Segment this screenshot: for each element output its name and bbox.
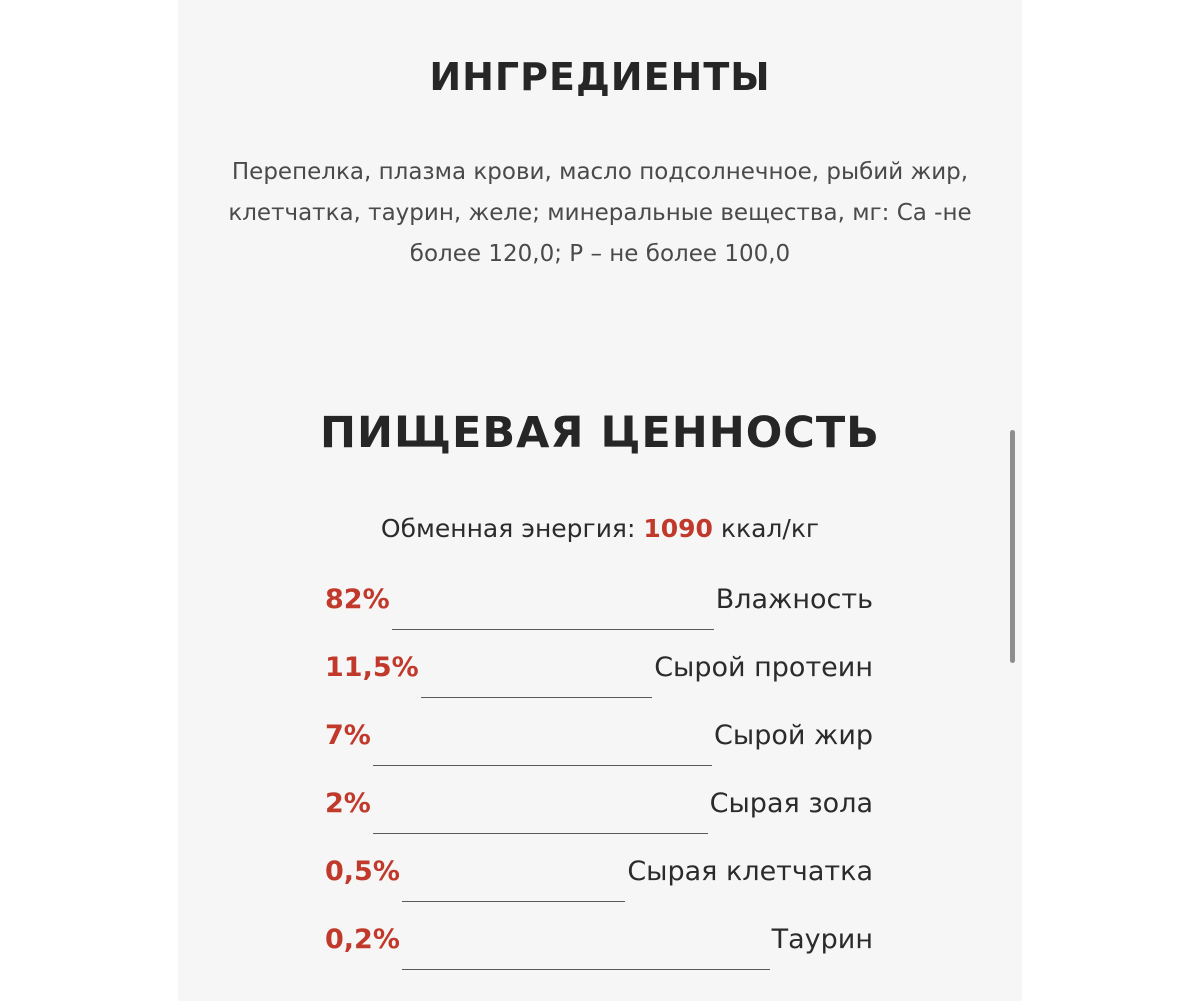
nutrition-row-ash (325, 782, 873, 850)
energy-label: Обменная энергия: (380, 514, 636, 543)
leader-line (421, 696, 653, 698)
nutrition-name: Сырой жир (714, 720, 873, 751)
nutrition-name: Сырая клетчатка (627, 856, 873, 887)
nutrition-list (325, 578, 873, 986)
nutrition-row-protein (325, 646, 873, 714)
leader-line (402, 900, 625, 902)
nutrition-percent: 11,5% (325, 652, 419, 683)
nutrition-name: Влажность (715, 584, 873, 615)
nutrition-name: Таурин (771, 924, 873, 955)
energy-line (178, 509, 1022, 549)
nutrition-name: Сырая зола (709, 788, 873, 819)
nutrition-row-fiber (325, 850, 873, 918)
leader-line (373, 764, 712, 766)
nutrition-percent: 2% (325, 788, 371, 819)
nutrition-row-taurine (325, 918, 873, 986)
nutrition-title: ПИЩЕВАЯ ЦЕННОСТЬ (320, 408, 880, 458)
nutrition-row-moisture (325, 578, 873, 646)
ingredients-title: ИНГРЕДИЕНТЫ (429, 55, 771, 99)
nutrition-percent: 7% (325, 720, 371, 751)
nutrition-percent: 82% (325, 584, 390, 615)
ingredients-text: Перепелка, плазма крови, масло подсолнечное, рыбий жир, клетчатка, таурин, желе; минеральные вещества, мг: Ca -не более 120,0; P – не более 100,0 (228, 159, 972, 267)
nutrition-name: Сырой протеин (654, 652, 873, 683)
nutrition-percent: 0,2% (325, 924, 400, 955)
nutrition-percent: 0,5% (325, 856, 400, 887)
content-panel (178, 0, 1022, 1001)
nutrition-row-fat (325, 714, 873, 782)
leader-line (392, 628, 714, 630)
leader-line (373, 832, 708, 834)
scrollbar-thumb[interactable] (1010, 430, 1015, 663)
leader-line (402, 968, 770, 970)
energy-unit: ккал/кг (720, 514, 820, 543)
energy-value: 1090 (643, 514, 713, 543)
